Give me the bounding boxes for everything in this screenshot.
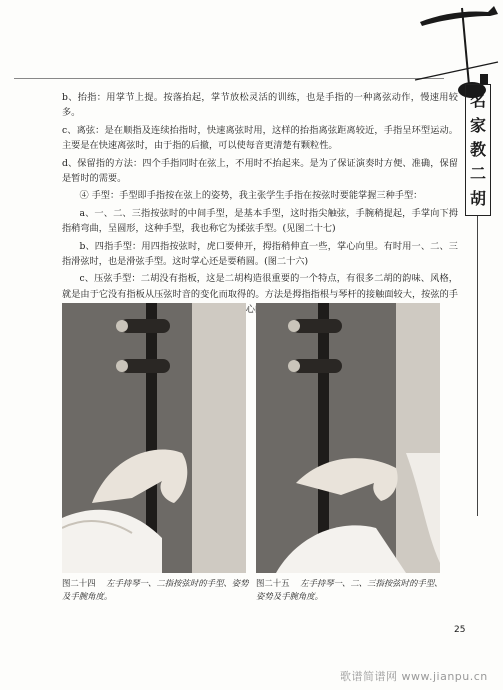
erhu-left-hand-photo-icon [256,303,440,573]
series-title-char: 名 [469,91,486,111]
series-title-char: 家 [469,115,486,135]
figure-caption-text: 左手持琴一、二指按弦时的手型、姿势及手腕角度。 [62,578,249,601]
page-header [0,0,503,82]
paragraph: c、离弦：是在顺指及连续抬指时，快速离弦时用，这样的抬指离弦距离较近，手指呈环型运动。主要是在快速离弦时，由于指的后撤，可以使每音更清楚有颗粒性。 [62,124,458,152]
figure-label: 图二十四 [62,578,96,588]
series-title-vertical [465,84,491,216]
body-text [62,90,458,320]
paragraph: ④ 手型：手型即手指按在弦上的姿势，我主张学生手指在按弦时要能掌握三种手型： [79,190,423,202]
site-watermark: 歌谱简谱网 www.jianpu.cn [340,670,488,683]
figure-24-caption [62,577,250,603]
erhu-left-hand-photo-icon [62,303,246,573]
series-title-char: 二 [469,164,486,184]
figure-label: 图二十五 [256,578,290,588]
figure-25-photo [256,303,440,573]
figure-caption-text: 左手持琴一、二、三指按弦时的手型、姿势及手腕角度。 [256,578,443,601]
page-number: 25 [454,625,466,635]
side-divider [477,216,478,516]
figure-24-photo [62,303,246,573]
series-title-char: 胡 [469,188,486,208]
paragraph: a、一、二、三指按弦时的中间手型，是基本手型，这时指尖触弦，手腕稍提起，手掌向下拇指稍弯曲，呈圆形，这种手型，我也称它为揉弦手型。(见图二十七) [62,207,458,235]
paragraph: b、抬指：用掌节上提。按落抬起，掌节放松灵活的训练，也是手指的一种离弦动作，慢速用较多。 [62,92,458,119]
header-divider [14,78,444,79]
paragraph: b、四指手型：用四指按弦时，虎口要伸开，拇指稍伸直一些，掌心向里。有时用一、二、三指滑弦时，也是滑弦手型。这时掌心还是要稍圆。(图二十六) [62,240,458,268]
paragraph: d、保留指的方法：四个手指同时在弦上，不用时不抬起来。是为了保证演奏时方便、准确，保留是暂时的需要。 [62,157,458,185]
paragraph: c、压弦手型：二胡没有指板，这是二胡构造很重要的一个特点，有很多二胡的韵味、风格，就是由于它没有指板从压弦时音的变化而取得的。方法是拇指指根与琴杆的接触面较大，按弦的手 心向 [62,273,458,316]
series-title-char: 教 [469,139,486,159]
figure-25-caption [256,577,446,603]
